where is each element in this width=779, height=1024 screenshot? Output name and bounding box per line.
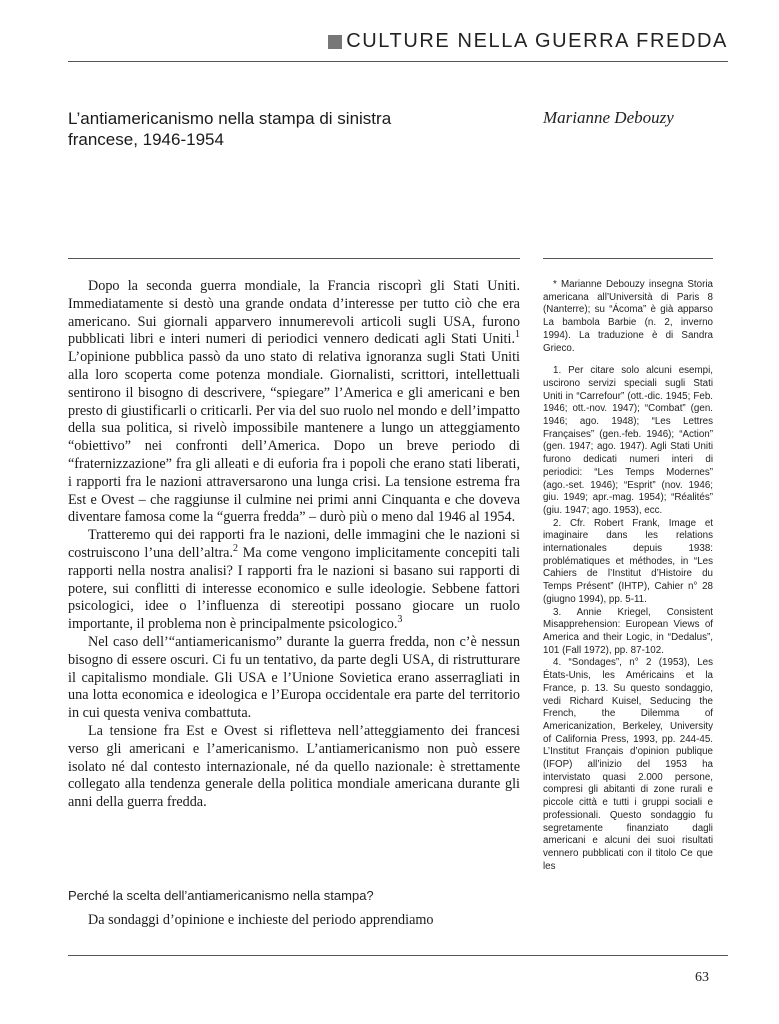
section-subheading: Perché la scelta dell’antiamericanismo nella stampa? [68, 888, 374, 903]
paragraph-5: Da sondaggi d’opinione e inchieste del periodo apprendiamo [88, 912, 434, 928]
footer-rule [68, 955, 728, 956]
title-rule [68, 258, 520, 259]
paragraph-3: Nel caso dell’“antiamericanismo” durante la guerra fredda, non c’è nessun bisogno di essere oscuri. Ci fu un tentativo, da parte degli USA, di ristrutturare il capitalismo mondiale. Gli USA e l’Unione Sovietica erano asserragliati in una lotta economica e ideologica e l’Europa occidentale era parte del territorio in cui questa veniva combattuta. [68, 633, 520, 722]
notes-rule [543, 258, 713, 259]
main-text-column [68, 278, 520, 812]
footnote-ref-3: 3 [397, 614, 403, 626]
author-note: * Marianne Debouzy insegna Storia americana all’Università di Paris 8 (Nanterre); su “Ácoma” è già apparso La bambola Barbie (n. 2, inverno 1994). La traduzione è di Sandra Grieco. [543, 279, 713, 354]
paragraph-1 [68, 278, 520, 527]
footnote-2: 2. Cfr. Robert Frank, Image et imaginaire dans les relations internationales depuis 1938: problématiques et méthodes, in “Les Cahiers de l’Institut d’Histoire du Temps Présent” (IHTP), Cahier n° 28 (giugno 1994), pp. 5-11. [543, 517, 713, 605]
footnote-4: 4. “Sondages”, n° 2 (1953), Les États-Unis, les Américains et la France, p. 13. Su questo sondaggio, vedi Richard Kuisel, Seducing the French, the Dilemma of Americanization, Berkeley, University of California Press, 1993, pp. 244-45. L’Institut Français d’opinion publique (IFOP) all’inizio del 1953 ha intervistato quasi 2.000 persone, compresi gli abitanti di zone rurali e piccole città e tutti i gruppi sociali e professionali. Questo sondaggio fu segretamente finanziato dagli americani e alcuni dei suoi risultati vennero pubblicati con il titolo Ce que les [543, 657, 713, 872]
paragraph-1-text-b: L’opinione pubblica passò da uno stato di relativa ignoranza sugli Stati Uniti alla loro scoperta come potenza mondiale. Giornalisti, scrittori, intellettuali sentirono il bisogno di descrivere, “spiegare” l’America e gli americani e ben presto di giustificarli o criticarli. Per via del suo ruolo nel mondo e dell’impatto della sua politica, si rivelò impossibile mantenere a lungo un atteggiamento “obiettivo” nei confronti dell’America. Dopo un breve periodo di “fraternizzazione” fra gli alleati e di euforia fra i popoli che erano stati liberati, i rapporti fra le nazioni attraversarono una lunga crisi. La tensione estrema fra Est e Ovest – che raggiunse il culmine nei primi anni Cinquanta e che doveva diventare famosa come la “guerra fredda” – durò più o meno dal 1946 al 1954. [68, 349, 520, 526]
footnote-ref-1: 1 [515, 329, 520, 341]
paragraph-1-text-a: Dopo la seconda guerra mondiale, la Francia riscoprì gli Stati Uniti. Immediatamente si destò una grande ondata d’interesse per tutto ciò che era americano. Sui giornali apparvero innumerevoli articoli sugli USA, furono pubblicati libri e interi numeri di periodici vennero dedicati agli Stati Uniti. [68, 278, 520, 348]
footnotes-column [543, 279, 713, 873]
header-rule [68, 61, 728, 62]
paragraph-2-text-a: Tratteremo qui dei rapporti fra le nazioni, delle immagini che le nazioni si costruiscono l’una dell’altra. [68, 527, 520, 561]
running-header [68, 30, 728, 53]
article-title: L’antiamericanismo nella stampa di sinistra francese, 1946-1954 [68, 109, 392, 149]
paragraph-2 [68, 527, 520, 634]
section-title: CULTURE NELLA GUERRA FREDDA [346, 30, 728, 52]
page-number: 63 [695, 970, 709, 985]
paragraph-4: La tensione fra Est e Ovest si rifletteva nell’atteggiamento dei francesi verso gli americani e l’americanismo. L’antiamericanismo non può essere isolato né dal contesto internazionale, né da quello nazionale: è strettamente collegato alla tendenza generale della politica mondiale americana durante gli anni della guerra fredda. [68, 722, 520, 811]
footnote-ref-2: 2 [233, 542, 239, 554]
footnote-1: 1. Per citare solo alcuni esempi, uscirono servizi speciali sugli Stati Uniti in “Carrefour” (ott.-dic. 1945; Feb. 1946; ott.-nov. 1947); “Combat” (gen. 1946; ago. 1948); “Les Lettres Françaises” (gen.-feb. 1946); “Action” (gen. 1947; ago. 1947). Agli Stati Uniti furono dedicati numeri interi di periodici: “Les Temps Modernes” (ago.-set. 1946); “Esprit” (nov. 1946; giu. 1949; apr.-mag. 1954); “Réalités” (giu. 1947; ago. 1953), ecc. [543, 365, 713, 516]
section-marker-square [328, 35, 342, 49]
paragraph-2-text-b: Ma come vengono implicitamente concepiti tali rapporti nella nostra analisi? I rapporti fra le nazioni si basano sui rapporti di potere, sui conflitti di interesse economico e sulle ideologie. Sebbene fattori psicologici, idee o l’influenza di stereotipi possano giocare un ruolo importante, il problema non è principalmente psicologico. [68, 544, 520, 633]
footnote-3: 3. Annie Kriegel, Consistent Misapprehension: European Views of America and their Logic, in “Dedalus”, 101 (Fall 1972), pp. 87-102. [543, 606, 713, 656]
article-author: Marianne Debouzy [543, 108, 674, 127]
